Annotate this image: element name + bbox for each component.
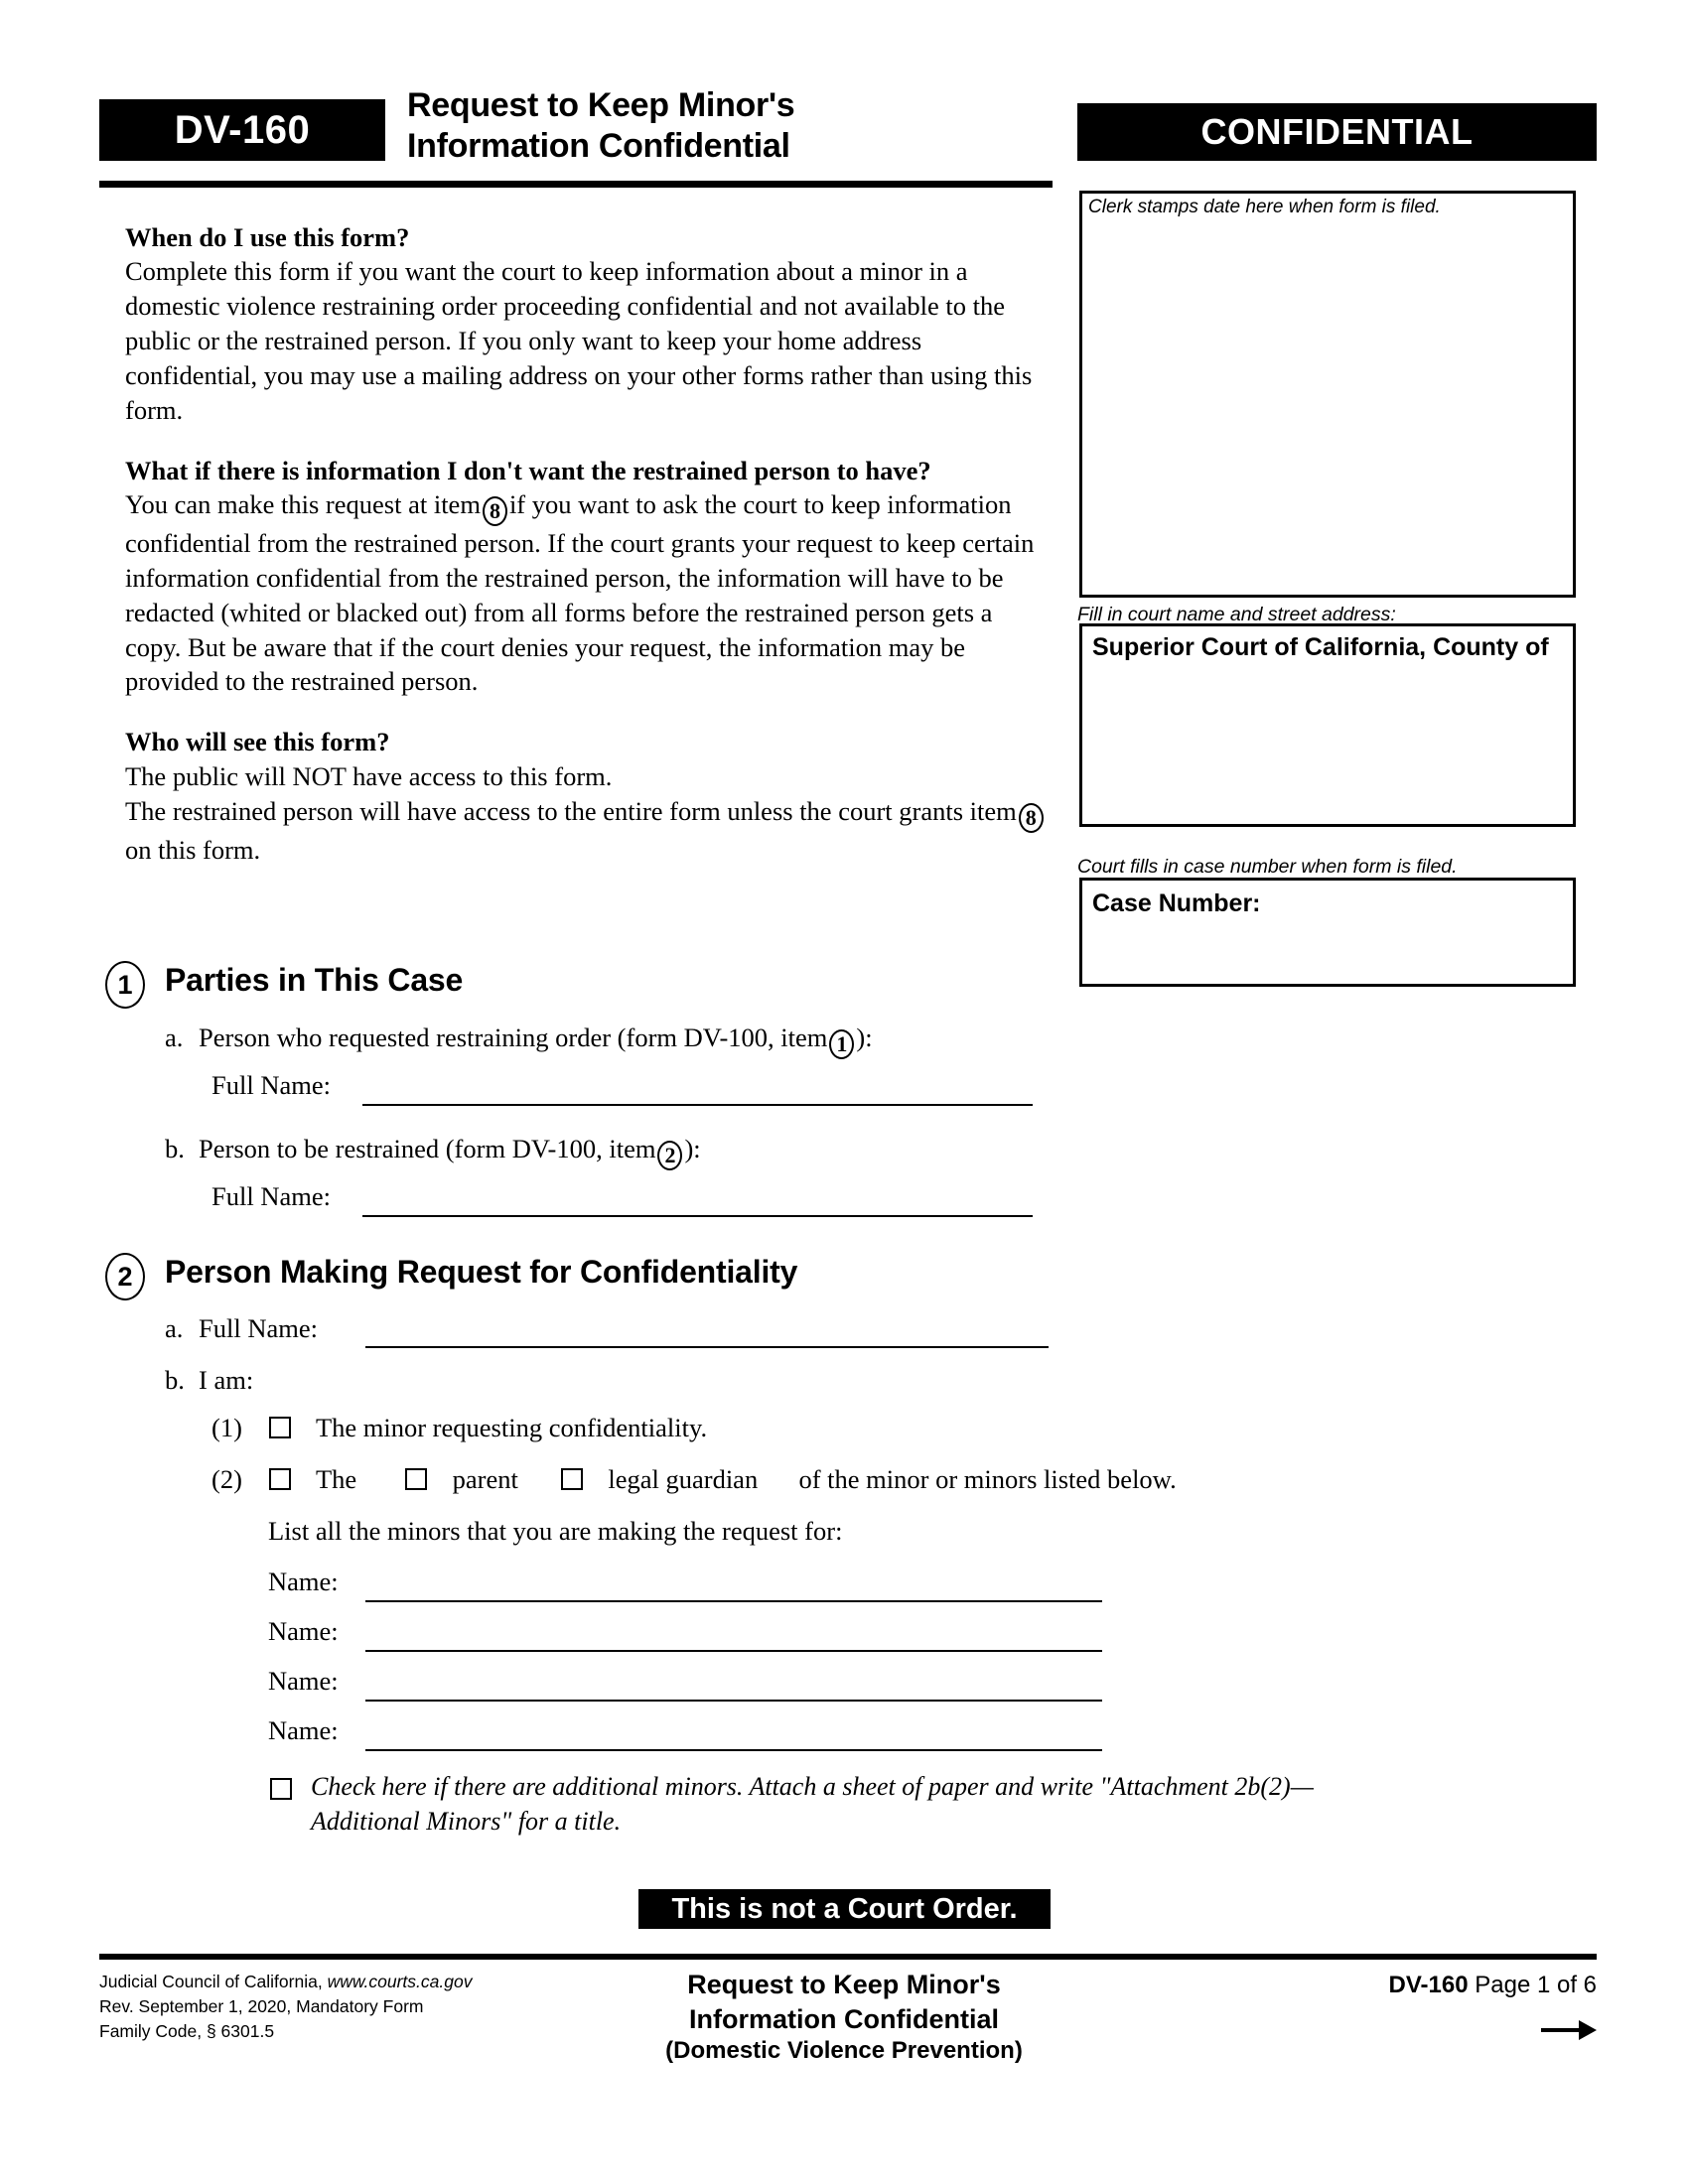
footer-title-line-2: Information Confidential xyxy=(689,2003,999,2034)
intro-q3-line2-part1: The restrained person will have access to the entire form unless the court grants item xyxy=(125,795,1017,826)
section-2-a-fullname-label: Full Name: xyxy=(199,1313,318,1343)
section-2-b1-number: (1) xyxy=(211,1413,242,1442)
minor-name-input-3[interactable] xyxy=(365,1700,1102,1702)
checkbox-legal-guardian[interactable] xyxy=(561,1468,583,1490)
court-name-label: Fill in court name and street address: xyxy=(1077,604,1396,625)
circled-number-8-intro: 8 xyxy=(483,496,507,526)
footer-form-number: DV-160 xyxy=(1388,1972,1469,1998)
section-2-b2-guardian-label: legal guardian xyxy=(608,1464,759,1494)
section-2-item-b-label: b. xyxy=(165,1365,185,1395)
header-divider xyxy=(99,181,1053,188)
checkbox-parent[interactable] xyxy=(405,1468,427,1490)
case-number-value: Case Number: xyxy=(1092,889,1261,917)
minor-name-label-4: Name: xyxy=(268,1715,339,1745)
section-2-a-fullname-input[interactable] xyxy=(365,1346,1049,1348)
intro-q2-body-part2: if you want to ask the court to keep information confidential from the restrained person. If the court grants your request to keep certain information confidential from the restrained person, the information will have to be redacted (whited or blacked out) from all forms before the restrained person gets a copy. But be aware that if the court denies your request, the information may be provided to the restrained person. xyxy=(125,489,1035,697)
circled-number-2: 2 xyxy=(657,1141,682,1170)
circled-number-8-intro-2: 8 xyxy=(1019,803,1044,833)
intro-q2-body xyxy=(125,487,1049,699)
form-title-line-2: Information Confidential xyxy=(407,127,790,166)
footer-page-number: Page 1 of 6 xyxy=(1475,1972,1597,1998)
confidential-banner xyxy=(1077,103,1597,161)
footer-title-line-1: Request to Keep Minor's xyxy=(687,1970,1001,1999)
circled-number-1: 1 xyxy=(829,1029,854,1059)
section-2-b1-row xyxy=(211,1413,707,1443)
additional-minors-note-line-2: Additional Minors" for a title. xyxy=(311,1806,622,1836)
section-1-item-b-text-1: Person to be restrained (form DV-100, item xyxy=(199,1134,656,1163)
footer-code-line: Family Code, § 6301.5 xyxy=(99,2020,275,2041)
intro-q3-line1: The public will NOT have access to this form. xyxy=(125,760,613,791)
intro-q2-heading: What if there is information I don't want the restrained person to have? xyxy=(125,455,931,485)
section-2-number: 2 xyxy=(105,1253,145,1300)
section-2-b2-number: (2) xyxy=(211,1464,242,1494)
checkbox-minor-requesting[interactable] xyxy=(269,1417,291,1438)
minor-name-label-2: Name: xyxy=(268,1616,339,1646)
section-1-item-b xyxy=(165,1134,701,1170)
minor-name-input-2[interactable] xyxy=(365,1650,1102,1652)
page-title xyxy=(407,85,794,168)
case-number-label: Court fills in case number when form is filed. xyxy=(1077,856,1458,878)
footer-page-info xyxy=(1389,1972,1598,1999)
section-1-b-fullname-label: Full Name: xyxy=(211,1181,331,1211)
section-2-item-a xyxy=(165,1313,318,1344)
section-1-item-a-text-2: ): xyxy=(856,1023,873,1052)
intro-text-column xyxy=(125,220,1049,867)
section-1-title: Parties in This Case xyxy=(165,962,464,998)
section-2-b2-the-label: The xyxy=(315,1464,357,1494)
not-a-court-order-text: This is not a Court Order. xyxy=(671,1892,1018,1925)
footer-divider xyxy=(99,1954,1597,1960)
footer-website-link[interactable]: www.courts.ca.gov xyxy=(327,1972,473,1991)
arrow-right-icon xyxy=(1541,2015,1597,2045)
additional-minors-note xyxy=(311,1770,1502,1839)
footer-revision-line: Rev. September 1, 2020, Mandatory Form xyxy=(99,1995,424,2016)
section-1-number: 1 xyxy=(105,961,145,1009)
minor-name-label-3: Name: xyxy=(268,1666,339,1696)
confidential-banner-text: CONFIDENTIAL xyxy=(1200,111,1474,152)
minor-name-input-4[interactable] xyxy=(365,1749,1102,1751)
section-2-b1-text: The minor requesting confidentiality. xyxy=(315,1413,708,1442)
checkbox-the[interactable] xyxy=(269,1468,291,1490)
intro-q3-heading: Who will see this form? xyxy=(125,727,390,757)
form-number-text: DV-160 xyxy=(174,107,311,152)
section-1-b-fullname-input[interactable] xyxy=(362,1215,1033,1217)
footer-title-line-3: (Domestic Violence Prevention) xyxy=(665,2037,1023,2065)
section-2-title: Person Making Request for Confidentiality xyxy=(165,1254,798,1290)
section-1-a-fullname-label: Full Name: xyxy=(211,1070,331,1100)
section-2-item-a-label: a. xyxy=(165,1313,184,1343)
intro-q1-body: Complete this form if you want the court to keep information about a minor in a domestic violence restraining order proceeding confidential and not available to the public or the restrained person. If you only want to keep your home address confidential, you may use a mailing address on your other forms rather than using this form. xyxy=(125,256,1033,425)
additional-minors-note-line-1: Check here if there are additional minors. Attach a sheet of paper and write "Attachment 2b(2)— xyxy=(311,1772,1314,1801)
footer-judicial-council-text: Judicial Council of California, xyxy=(99,1972,328,1991)
section-2-b-text: I am: xyxy=(199,1365,254,1395)
section-1-item-b-text-2: ): xyxy=(684,1134,701,1163)
not-a-court-order-banner xyxy=(638,1889,1051,1929)
intro-q3-line2-part2: on this form. xyxy=(125,834,261,865)
checkbox-additional-minors[interactable] xyxy=(270,1778,292,1800)
section-1-a-fullname-input[interactable] xyxy=(362,1104,1033,1106)
checkbox-additional-minors-wrap xyxy=(270,1778,292,1803)
section-2-b2-row xyxy=(211,1464,1177,1495)
section-1-item-a-text-1: Person who requested restraining order (form DV-100, item xyxy=(199,1023,828,1052)
form-number-badge xyxy=(99,99,385,161)
section-2-b2-tail-text: of the minor or minors listed below. xyxy=(798,1464,1177,1494)
intro-q1-heading: When do I use this form? xyxy=(125,222,410,252)
intro-q3-line2 xyxy=(125,794,1049,868)
section-2-b2-parent-label: parent xyxy=(452,1464,518,1494)
section-1-item-a xyxy=(165,1023,873,1059)
clerk-stamp-box xyxy=(1079,191,1576,598)
section-2-list-instruction: List all the minors that you are making the request for: xyxy=(268,1516,843,1546)
form-title-line-1: Request to Keep Minor's xyxy=(407,86,795,124)
section-2-item-b xyxy=(165,1365,253,1396)
section-1-item-b-label: b. xyxy=(165,1134,185,1163)
section-1-item-a-label: a. xyxy=(165,1023,184,1052)
minor-name-input-1[interactable] xyxy=(365,1600,1102,1602)
clerk-stamp-label: Clerk stamps date here when form is filed. xyxy=(1088,197,1441,217)
minor-name-label-1: Name: xyxy=(268,1567,339,1596)
intro-q2-body-part1: You can make this request at item xyxy=(125,489,481,520)
court-name-value: Superior Court of California, County of xyxy=(1092,633,1549,661)
